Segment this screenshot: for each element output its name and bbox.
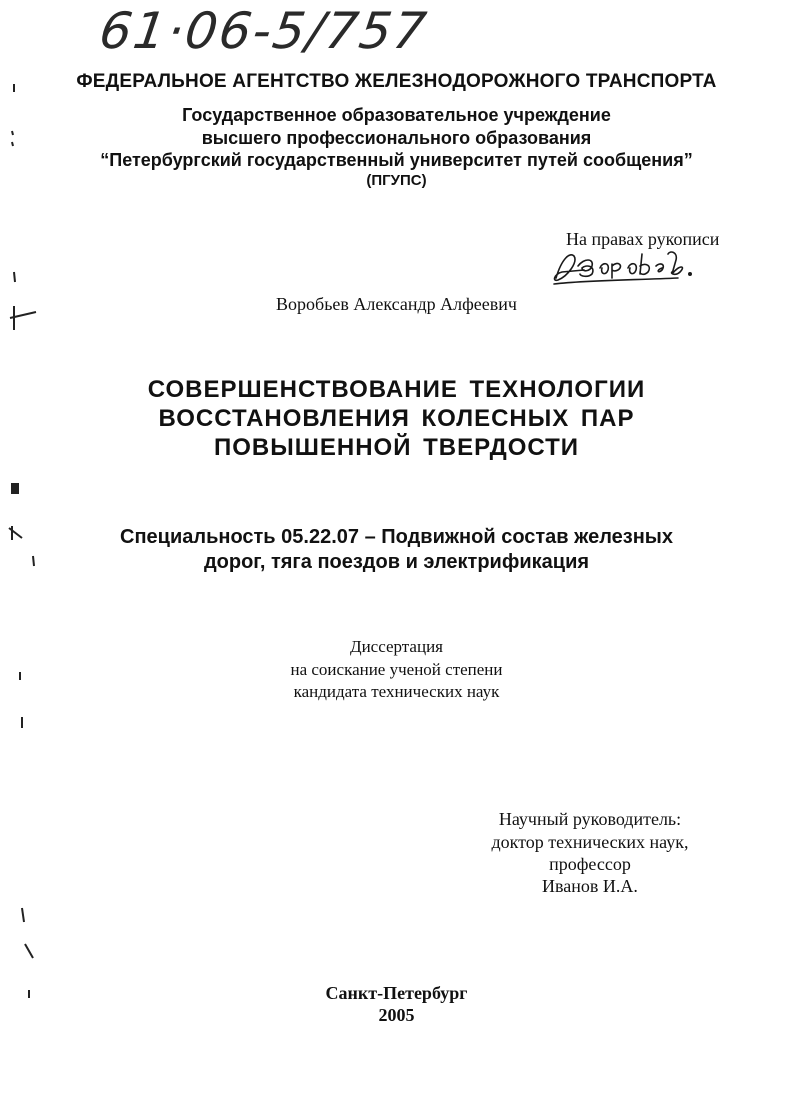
- title-line-2: ВОССТАНОВЛЕНИЯ КОЛЕСНЫХ ПАР: [158, 405, 635, 432]
- institution-line-2: высшего профессионального образования: [201, 128, 592, 148]
- supervisor-name: Иванов И.А.: [542, 876, 638, 896]
- dissertation-line-2: на соискание ученой степени: [290, 660, 503, 679]
- dissertation-line-1: Диссертация: [349, 637, 443, 656]
- agency-name: ФЕДЕРАЛЬНОЕ АГЕНТСТВО ЖЕЛЕЗНОДОРОЖНОГО ТРАНСПОРТА: [76, 71, 717, 92]
- supervisor-label: Научный руководитель:: [498, 809, 682, 829]
- year: 2005: [378, 1005, 415, 1025]
- author-signature: [548, 244, 698, 288]
- handwritten-catalog-number: 61·06-5/757: [95, 2, 432, 60]
- supervisor-degree: доктор технических наук,: [491, 832, 689, 852]
- rights-note: На правах рукописи: [566, 229, 720, 249]
- specialty-line-2: дорог, тяга поездов и электрификация: [203, 551, 590, 573]
- institution-line-3: “Петербургский государственный университет путей сообщения”: [100, 150, 693, 170]
- institution-line-1: Государственное образовательное учреждение: [182, 105, 611, 125]
- dissertation-line-3: кандидата технических наук: [293, 682, 500, 701]
- city: Санкт-Петербург: [325, 983, 468, 1003]
- specialty-line-1: Специальность 05.22.07 – Подвижной состав железных: [120, 526, 673, 548]
- title-line-3: ПОВЫШЕННОЙ ТВЕРДОСТИ: [213, 434, 580, 461]
- institution-abbreviation: (ПГУПС): [366, 172, 427, 189]
- title-line-1: СОВЕРШЕНСТВОВАНИЕ ТЕХНОЛОГИИ: [147, 376, 646, 403]
- author-name: Воробьев Александр Алфеевич: [276, 294, 517, 314]
- supervisor-rank: профессор: [549, 854, 631, 874]
